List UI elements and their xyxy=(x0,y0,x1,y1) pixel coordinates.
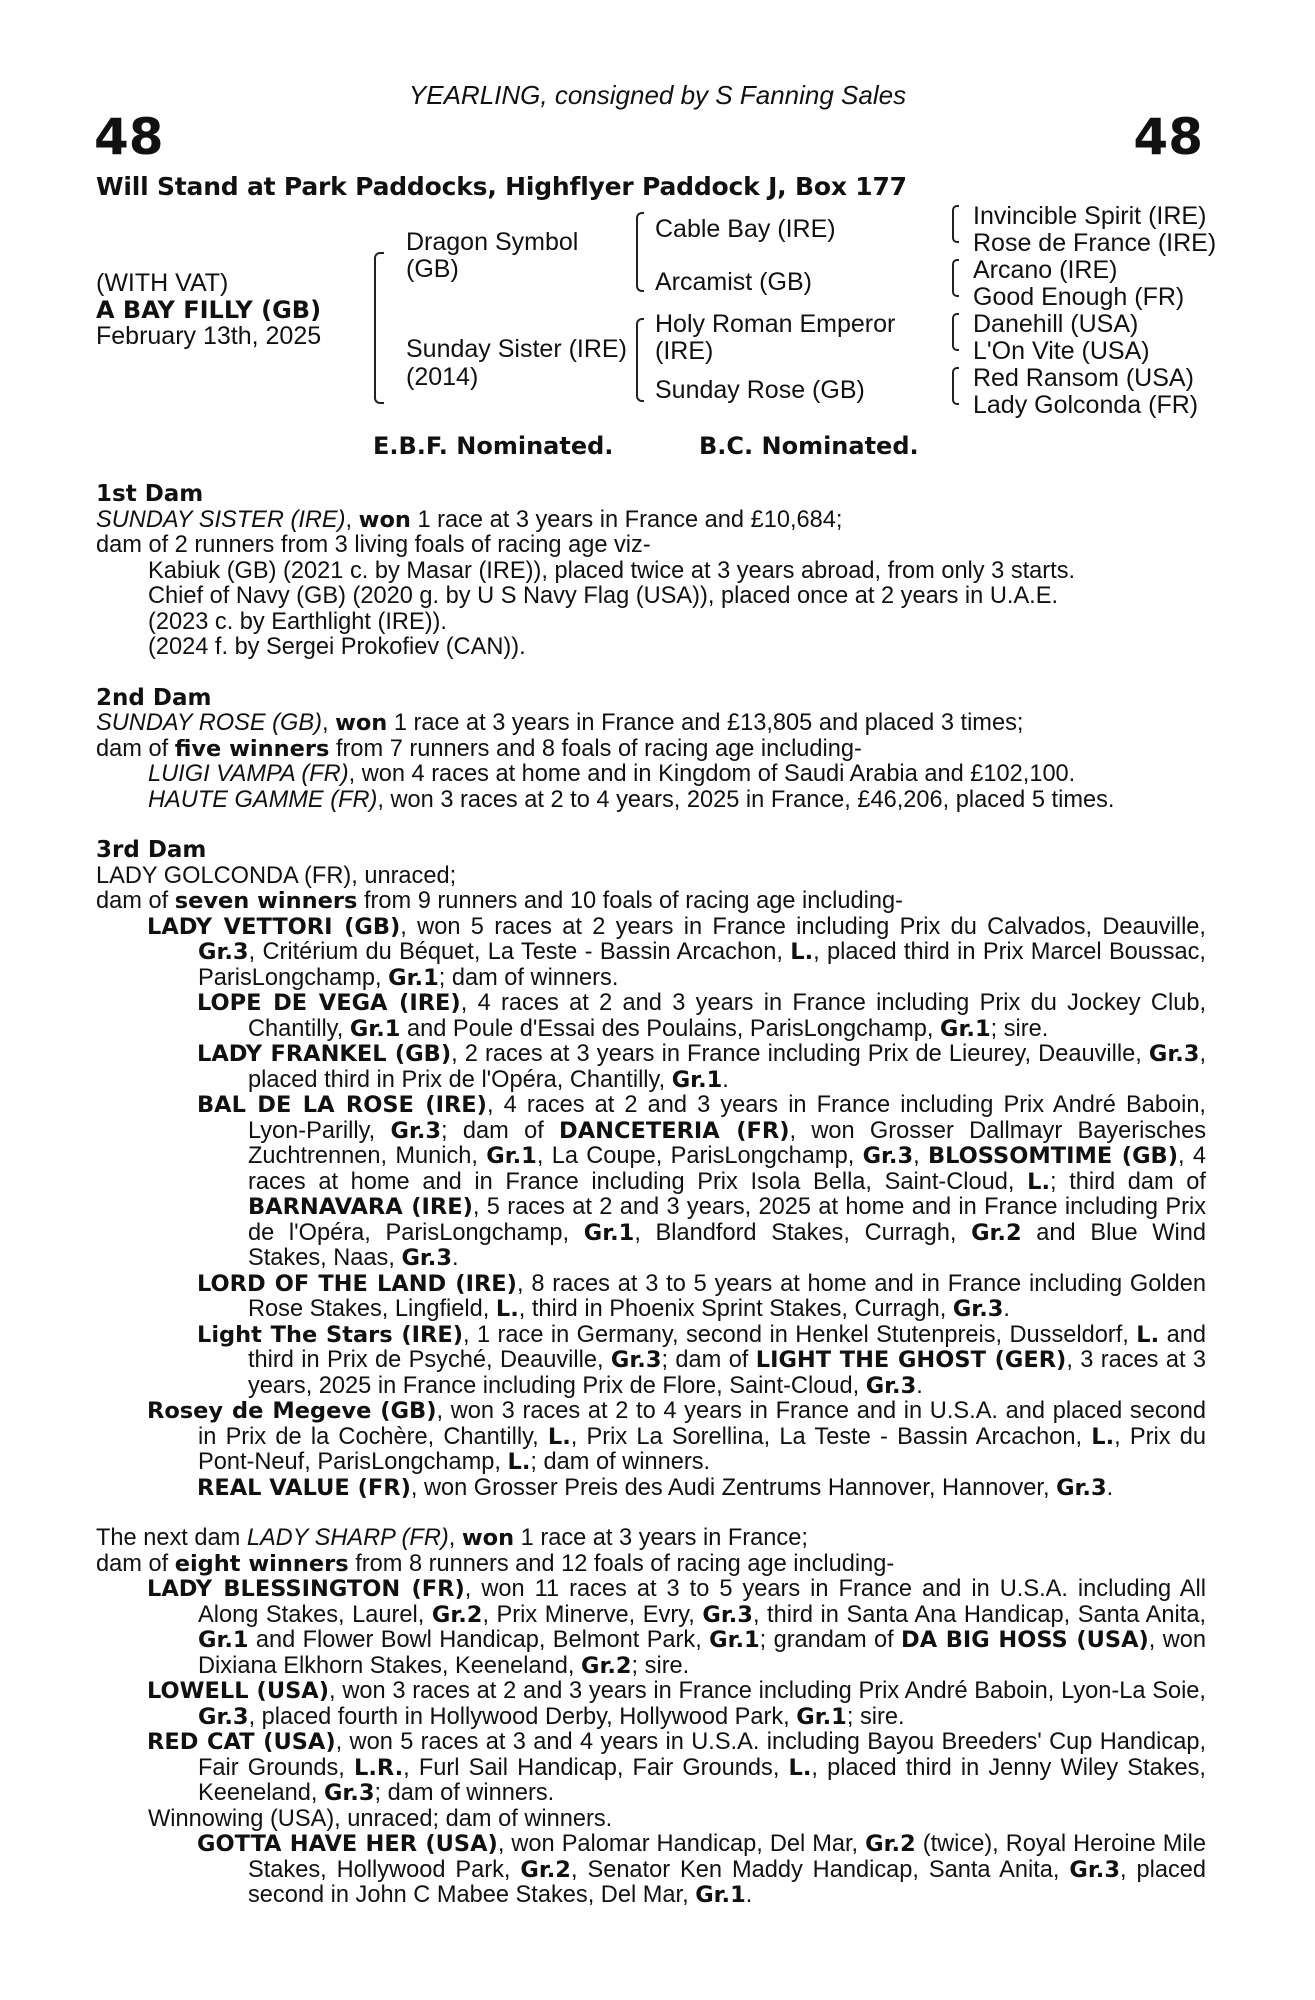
bold-text: Gr.3 xyxy=(323,1780,375,1806)
dam-sire-origin: (IRE) xyxy=(655,337,714,365)
text-run: ; sire. xyxy=(631,1652,690,1679)
section-heading: 3rd Dam xyxy=(96,837,207,863)
text-run: . xyxy=(745,1882,753,1908)
bold-text: LADY BLESSINGTON (FR) xyxy=(147,1576,465,1602)
next-dam-section xyxy=(96,1526,1206,1909)
text-run: ; dam of winners. xyxy=(374,1780,555,1806)
bold-text: five winners xyxy=(174,735,330,762)
produce-entry xyxy=(96,1577,1206,1679)
bold-text: won xyxy=(335,710,388,736)
italic-text: LUIGI VAMPA (FR) xyxy=(148,761,349,787)
text-run: and Flower Bowl Handicap, Belmont Park, xyxy=(248,1627,710,1653)
dam-produce-summary xyxy=(96,1552,1206,1578)
bold-text: Gr.3 xyxy=(390,1117,442,1144)
dam-year: (2014) xyxy=(406,363,479,391)
text-run: , won 4 races at home and in Kingdom of Saudi Arabia and £102,100. xyxy=(348,761,1076,787)
bold-text: Gr.1 xyxy=(796,1703,847,1730)
text-run: dam of xyxy=(96,888,175,914)
sire-sire: Cable Bay (IRE) xyxy=(655,215,836,243)
produce-entry xyxy=(96,1272,1206,1323)
text-run: , 4 races at 2 and 3 years in France including Prix André Baboin, Lyon-Parilly, xyxy=(248,1092,1206,1144)
dam-record xyxy=(96,1526,1206,1552)
first-dam-section xyxy=(96,482,1206,661)
bold-text: Rosey de Megeve (GB) xyxy=(147,1398,437,1424)
text-run: , Furl Sail Handicap, Fair Grounds, xyxy=(403,1754,789,1781)
text-run: , 3 races at 3 years, 2025 in France including Prix de Flore, Saint-Cloud, xyxy=(248,1347,1206,1399)
bold-text: Gr.2 xyxy=(431,1601,483,1628)
text-run: , placed second in John C Mabee Stakes, Del Mar, xyxy=(248,1856,1206,1908)
bold-text: L. xyxy=(790,939,814,965)
second-dam-section xyxy=(96,686,1206,814)
text-run: , La Coupe, ParisLongchamp, xyxy=(536,1143,863,1169)
produce-entry: (2023 c. by Earthlight (IRE)). xyxy=(148,608,447,635)
bold-text: Gr.1 xyxy=(486,1143,537,1169)
bold-text: Gr.1 xyxy=(940,1015,991,1042)
bold-text: seven winners xyxy=(174,888,358,914)
gen3-ancestor: L'On Vite (USA) xyxy=(973,337,1150,365)
bc-nomination: B.C. Nominated. xyxy=(699,432,919,460)
bold-text: RED CAT (USA) xyxy=(147,1729,336,1755)
text-run: , placed third in Jenny Wiley Stakes, Keeneland, xyxy=(198,1754,1206,1806)
text-run: , 2 races at 3 years in France including Prix de Lieurey, Deauville, xyxy=(451,1041,1149,1067)
text-run: ; dam of winners. xyxy=(530,1449,711,1475)
brace-gen3-4 xyxy=(952,367,959,405)
text-run: , won 3 races at 2 to 4 years in France and in U.S.A. and placed second in Prix de la Cochère, Chantilly, xyxy=(198,1398,1206,1450)
dam-record xyxy=(96,711,1206,737)
bold-text: Gr.1 xyxy=(671,1066,723,1093)
text-run: , won 5 races at 3 and 4 years in U.S.A. including Bayou Breeders' Cup Handicap, Fair Grounds, xyxy=(198,1729,1206,1781)
text-run: . xyxy=(1003,1296,1010,1322)
text-run: , placed fourth in Hollywood Derby, Hollywood Park, xyxy=(248,1703,797,1730)
text-run: 1 race at 3 years in France; xyxy=(514,1525,808,1551)
text-run: , won 3 races at 2 and 3 years in France including Prix André Baboin, Lyon-La Soie, xyxy=(329,1678,1206,1704)
dam-name: Sunday Sister (IRE) xyxy=(406,335,627,363)
bold-text: Gr.3 xyxy=(198,939,249,965)
bold-text: Gr.1 xyxy=(349,1015,401,1042)
next-dam-produce xyxy=(96,1577,1206,1909)
dam-record xyxy=(96,508,1206,534)
text-run: , 8 races at 3 to 5 years at home and in France including Golden Rose Stakes, Lingfield, xyxy=(248,1270,1206,1322)
text-run: from 9 runners and 10 foals of racing age including- xyxy=(357,888,904,914)
bold-text: Gr.3 xyxy=(862,1143,914,1169)
produce-entry xyxy=(96,1476,1206,1502)
bold-text: Gr.3 xyxy=(1069,1856,1120,1883)
produce-entry xyxy=(96,1093,1206,1272)
text-run: and Poule d'Essai des Poulains, ParisLongchamp, xyxy=(400,1015,941,1042)
text-run: , Senator Ken Maddy Handicap, Santa Anita, xyxy=(570,1856,1070,1883)
bold-text: BLOSSOMTIME (GB) xyxy=(928,1143,1178,1169)
bold-text: Gr.3 xyxy=(702,1601,753,1628)
dam-produce-summary: dam of 2 runners from 3 living foals of racing age viz- xyxy=(96,532,651,558)
text-run: ; sire. xyxy=(846,1703,905,1730)
text-run: , third in Santa Ana Handicap, Santa Anita, xyxy=(752,1601,1206,1628)
produce-entry xyxy=(96,762,1206,788)
bold-text: Gr.3 xyxy=(1056,1474,1107,1501)
text-run: , placed third in Prix Marcel Boussac, ParisLongchamp, xyxy=(198,939,1206,991)
sire-name: Dragon Symbol xyxy=(406,228,579,256)
text-run: , xyxy=(448,1525,462,1551)
brace-gen3-3 xyxy=(952,313,959,351)
gen3-ancestor: Arcano (IRE) xyxy=(973,256,1118,284)
bold-text: Gr.3 xyxy=(1148,1041,1200,1067)
text-run: , xyxy=(345,506,359,533)
vat-note: (WITH VAT) xyxy=(96,269,229,297)
foaling-date: February 13th, 2025 xyxy=(96,322,322,350)
bold-text: L. xyxy=(507,1449,531,1475)
bold-text: L. xyxy=(547,1423,571,1450)
text-run: 1 race at 3 years in France and £10,684; xyxy=(410,506,843,533)
lot-name: A BAY FILLY (GB) xyxy=(96,296,322,324)
bold-text: LOPE DE VEGA (IRE) xyxy=(197,990,461,1016)
lot-number-left: 48 xyxy=(94,108,164,166)
text-run: . xyxy=(1106,1474,1114,1501)
text-run: , xyxy=(913,1143,928,1169)
bold-text: Gr.2 xyxy=(971,1219,1022,1246)
bold-text: LOWELL (USA) xyxy=(147,1678,330,1704)
produce-entry: Chief of Navy (GB) (2020 g. by U S Navy Flag (USA)), placed once at 2 years in U.A.E. xyxy=(148,583,1059,609)
brace-gen3-1 xyxy=(952,205,959,243)
italic-text: SUNDAY SISTER (IRE) xyxy=(96,506,346,533)
brace-gen1 xyxy=(374,252,384,404)
bold-text: Gr.3 xyxy=(952,1296,1004,1322)
gen3-ancestor: Invincible Spirit (IRE) xyxy=(973,202,1207,230)
catalogue-body xyxy=(96,482,1206,1909)
text-run: ; dam of xyxy=(661,1347,756,1373)
bold-text: Gr.3 xyxy=(865,1372,917,1399)
gen3-ancestor: Danehill (USA) xyxy=(973,310,1139,338)
text-run: , won Dixiana Elkhorn Stakes, Keeneland, xyxy=(198,1627,1206,1679)
text-run: ; dam of xyxy=(441,1117,560,1144)
brace-gen3-2 xyxy=(952,259,959,297)
bold-text: LIGHT THE GHOST (GER) xyxy=(755,1347,1067,1373)
text-run: ; sire. xyxy=(990,1015,1049,1042)
bold-text: DANCETERIA (FR) xyxy=(559,1117,790,1144)
section-heading: 1st Dam xyxy=(96,481,204,507)
italic-text: HAUTE GAMME (FR) xyxy=(148,786,378,813)
bold-text: L. xyxy=(1136,1321,1160,1348)
text-run: from 7 runners and 8 foals of racing age including- xyxy=(329,735,862,762)
dam-produce-summary xyxy=(96,889,1206,915)
produce-entry xyxy=(96,1679,1206,1730)
consignment-line: YEARLING, consigned by S Fanning Sales xyxy=(408,80,907,110)
text-run: , 1 race in Germany, second in Henkel Stutenpreis, Dusseldorf, xyxy=(462,1321,1137,1348)
bold-text: GOTTA HAVE HER (USA) xyxy=(197,1831,498,1857)
text-run: and Blue Wind Stakes, Naas, xyxy=(248,1219,1206,1271)
produce-entry xyxy=(96,1832,1206,1909)
text-run: , Prix du Pont-Neuf, ParisLongchamp, xyxy=(198,1423,1206,1475)
italic-text: SUNDAY ROSE (GB) xyxy=(96,710,322,736)
dam-dam: Sunday Rose (GB) xyxy=(655,376,865,404)
bold-text: BAL DE LA ROSE (IRE) xyxy=(197,1092,487,1118)
ebf-nomination: E.B.F. Nominated. xyxy=(373,432,614,460)
bold-text: L. xyxy=(495,1296,519,1322)
bold-text: Gr.1 xyxy=(388,964,439,991)
bold-text: L. xyxy=(1027,1168,1051,1195)
text-run: The next dam xyxy=(96,1525,247,1551)
sire-origin: (GB) xyxy=(406,255,459,283)
bold-text: L. xyxy=(788,1754,812,1781)
text-run: , won 3 races at 2 to 4 years, 2025 in France, £46,206, placed 5 times. xyxy=(377,786,1115,813)
text-run: . xyxy=(916,1372,923,1399)
lot-number-right: 48 xyxy=(1133,108,1203,166)
text-run: from 8 runners and 12 foals of racing age including- xyxy=(348,1550,895,1577)
bold-text: LADY FRANKEL (GB) xyxy=(197,1041,452,1067)
text-run: , 4 races at home and in France including Prix Isola Bella, Saint-Cloud, xyxy=(248,1143,1206,1195)
bold-text: LORD OF THE LAND (IRE) xyxy=(197,1270,517,1297)
text-run: , Blandford Stakes, Curragh, xyxy=(634,1219,972,1246)
produce-entry xyxy=(96,1807,1206,1833)
italic-text: LADY SHARP (FR) xyxy=(246,1525,449,1551)
produce-entry xyxy=(96,1042,1206,1093)
text-run: ; grandam of xyxy=(759,1627,902,1653)
sire-dam: Arcamist (GB) xyxy=(655,268,812,296)
text-run: (twice), Royal Heroine Mile Stakes, Hollywood Park, xyxy=(248,1831,1206,1883)
text-run: dam of xyxy=(96,1550,175,1577)
text-run: ; dam of winners. xyxy=(438,964,619,991)
produce-entry xyxy=(96,991,1206,1042)
text-run: , 5 races at 2 and 3 years, 2025 at home and in France including Prix de l'Opéra, ParisLongchamp, xyxy=(248,1194,1206,1246)
bold-text: won xyxy=(358,506,411,533)
bold-text: won xyxy=(461,1525,515,1551)
text-run: , won 11 races at 3 to 5 years in France and in U.S.A. including All Along Stakes, Laurel, xyxy=(198,1576,1206,1628)
text-run: dam of xyxy=(96,735,175,762)
gen3-ancestor: Rose de France (IRE) xyxy=(973,229,1217,257)
text-run: , won Grosser Preis des Audi Zentrums Hannover, Hannover, xyxy=(410,1474,1057,1501)
bold-text: Gr.3 xyxy=(198,1703,249,1730)
text-run: ; third dam of xyxy=(1050,1168,1206,1195)
text-run: , 4 races at 2 and 3 years in France including Prix du Jockey Club, Chantilly, xyxy=(248,990,1206,1042)
produce-entry xyxy=(96,915,1206,992)
text-run: , placed third in Prix de l'Opéra, Chantilly, xyxy=(248,1041,1206,1093)
text-run: , won 5 races at 2 years in France including Prix du Calvados, Deauville, xyxy=(400,913,1206,940)
dam-record: LADY GOLCONDA (FR), unraced; xyxy=(96,862,457,889)
bold-text: DA BIG HOSS (USA) xyxy=(901,1627,1149,1653)
text-run: 1 race at 3 years in France and £13,805 and placed 3 times; xyxy=(387,710,1024,736)
dam-produce-summary xyxy=(96,737,1206,763)
produce-entry xyxy=(96,788,1206,814)
bold-text: L.R. xyxy=(353,1754,404,1781)
bold-text: Gr.1 xyxy=(695,1882,746,1908)
gen3-ancestor: Lady Golconda (FR) xyxy=(973,391,1199,419)
text-run: , won Palomar Handicap, Del Mar, xyxy=(497,1831,866,1857)
text-run: , won Grosser Dallmayr Bayerisches Zuchtrennen, Munich, xyxy=(248,1117,1206,1169)
text-run: , Prix La Sorellina, La Teste - Bassin Arcachon, xyxy=(570,1423,1092,1450)
bold-text: eight winners xyxy=(174,1550,349,1577)
bold-text: Light The Stars (IRE) xyxy=(197,1321,463,1348)
dam-sire-name: Holy Roman Emperor xyxy=(655,310,896,338)
text-run: Winnowing (USA), unraced; dam of winners. xyxy=(148,1805,613,1832)
text-run: , Critérium du Béquet, La Teste - Bassin Arcachon, xyxy=(248,939,791,965)
bold-text: Gr.3 xyxy=(401,1245,452,1271)
text-run: , Prix Minerve, Evry, xyxy=(482,1601,703,1628)
bold-text: Gr.2 xyxy=(580,1652,632,1679)
text-run: and third in Prix de Psyché, Deauville, xyxy=(248,1321,1206,1373)
brace-gen2-top xyxy=(636,212,644,292)
bold-text: Gr.1 xyxy=(709,1627,760,1653)
gen3-ancestor: Good Enough (FR) xyxy=(973,283,1185,311)
text-run: , third in Phoenix Sprint Stakes, Curragh, xyxy=(518,1296,953,1322)
bold-text: Gr.2 xyxy=(865,1831,916,1857)
bold-text: Gr.2 xyxy=(520,1856,571,1883)
section-heading: 2nd Dam xyxy=(96,684,212,711)
text-run: , xyxy=(321,710,336,736)
brace-gen2-bottom xyxy=(636,318,644,402)
text-run: . xyxy=(452,1245,459,1271)
produce-entry: (2024 f. by Sergei Prokofiev (CAN)). xyxy=(148,634,526,660)
produce-entry xyxy=(96,1323,1206,1400)
third-dam-produce xyxy=(96,915,1206,1502)
stand-location: Will Stand at Park Paddocks, Highflyer Paddock J, Box 177 xyxy=(96,172,907,201)
bold-text: BARNAVARA (IRE) xyxy=(248,1194,473,1220)
gen3-ancestor: Red Ransom (USA) xyxy=(973,364,1194,392)
produce-entry xyxy=(96,1399,1206,1476)
third-dam-section xyxy=(96,838,1206,1501)
produce-entry: Kabiuk (GB) (2021 c. by Masar (IRE)), placed twice at 3 years abroad, from only 3 starts. xyxy=(148,557,1076,584)
bold-text: LADY VETTORI (GB) xyxy=(147,913,401,940)
bold-text: Gr.3 xyxy=(610,1347,662,1373)
text-run: . xyxy=(722,1066,729,1093)
bold-text: Gr.1 xyxy=(198,1627,249,1653)
bold-text: L. xyxy=(1091,1423,1115,1450)
bold-text: REAL VALUE (FR) xyxy=(197,1474,411,1501)
produce-entry xyxy=(96,1730,1206,1807)
bold-text: Gr.1 xyxy=(583,1219,635,1246)
